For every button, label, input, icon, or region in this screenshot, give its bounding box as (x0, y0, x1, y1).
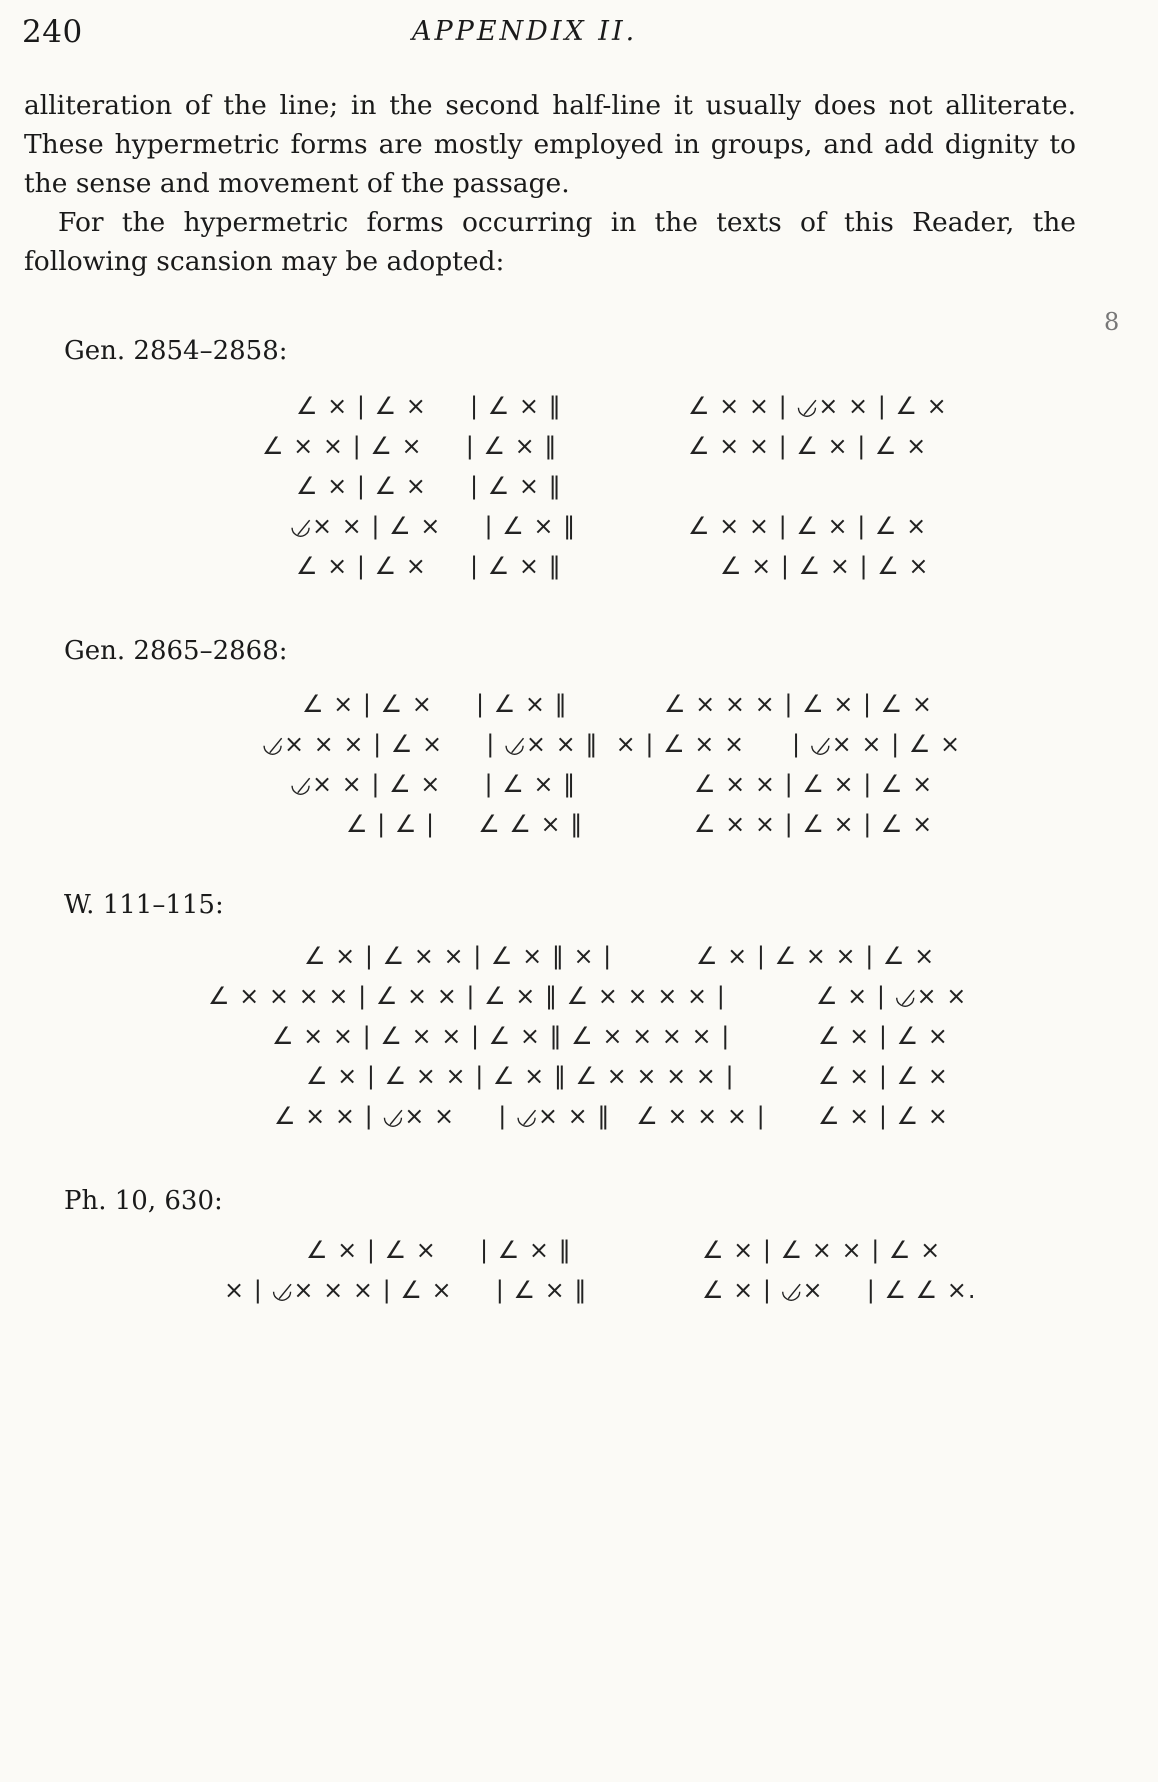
paragraph-2: For the hypermetric forms occurring in the texts of this Reader, the following scansion may be adopted: (24, 207, 1076, 277)
scansion-line: ∠ × | ◡̷× | ∠ ∠ ×. (702, 1276, 977, 1304)
scansion-line: ∠ × | ∠ × | ∠ × ‖ (306, 1236, 572, 1264)
scansion-line: ◡̷× × | ∠ × | ∠ × ‖ (290, 770, 577, 798)
scansion-line: ∠ × | ◡̷× × (816, 982, 968, 1010)
scansion-line: ◡̷× × × | ∠ × | ◡̷× × ‖ × | ∠ × × (262, 730, 746, 758)
scansion-line: ∠ × | ∠ × | ∠ × ‖ (296, 472, 562, 500)
scansion-line: ∠ × | ∠ × | ∠ × ‖ (296, 552, 562, 580)
page-number: 240 (22, 14, 83, 50)
scansion-line: ∠ × | ∠ × × | ∠ × (696, 942, 936, 970)
scansion-line: ∠ × × | ∠ × | ∠ × (688, 432, 928, 460)
scansion-line: ∠ × | ∠ × (818, 1102, 949, 1130)
stray-mark: 8 (1104, 308, 1120, 336)
scansion-line: ∠ × | ∠ × × | ∠ × ‖ ∠ × × × × | (306, 1062, 735, 1090)
scansion-line: ∠ × × | ◡̷× × | ◡̷× × ‖ ∠ × × × | (274, 1102, 766, 1130)
running-head: APPENDIX II. (412, 16, 638, 47)
scansion-line: × | ◡̷× × × | ∠ × | ∠ × ‖ (224, 1276, 588, 1304)
scansion-line: ∠ × × | ∠ × | ∠ × (694, 770, 934, 798)
body-text (24, 86, 1076, 281)
scansion-line: ∠ × × | ∠ × × | ∠ × ‖ ∠ × × × × | (272, 1022, 731, 1050)
section-title-w-111: W. 111–115: (64, 890, 224, 920)
section-title-gen-2865: Gen. 2865–2868: (64, 636, 288, 666)
scansion-line: ∠ × | ∠ × × | ∠ × ‖ × | (304, 942, 613, 970)
scansion-line: ∠ × | ∠ × (818, 1022, 949, 1050)
section-title-gen-2854: Gen. 2854–2858: (64, 336, 288, 366)
page-header (22, 14, 1062, 54)
section-title-ph-10: Ph. 10, 630: (64, 1186, 223, 1216)
scansion-line: ∠ × | ∠ × (818, 1062, 949, 1090)
scansion-line: | ◡̷× × | ∠ × (792, 730, 962, 758)
scansion-line: ∠ × × | ∠ × | ∠ × (688, 512, 928, 540)
scansion-line: ∠ × | ∠ × × | ∠ × (702, 1236, 942, 1264)
scansion-line: ∠ × × | ◡̷× × | ∠ × (688, 392, 948, 420)
scansion-line: ∠ × | ∠ × | ∠ × ‖ (296, 392, 562, 420)
scansion-line: ∠ × × × | ∠ × | ∠ × (664, 690, 933, 718)
scansion-line: ∠ | ∠ | ∠ ∠ × ‖ (346, 810, 584, 838)
scansion-line: ∠ × × | ∠ × | ∠ × ‖ (262, 432, 558, 460)
scansion-line: ∠ × × × × | ∠ × × | ∠ × ‖ ∠ × × × × | (208, 982, 726, 1010)
scansion-line: ∠ × | ∠ × | ∠ × ‖ (302, 690, 568, 718)
scansion-line: ∠ × | ∠ × | ∠ × (720, 552, 930, 580)
scansion-line: ∠ × × | ∠ × | ∠ × (694, 810, 934, 838)
paragraph-1: alliteration of the line; in the second half-line it usually does not alliterate. These hypermetric forms are mostly employed in groups, and add dignity to the sense and movement of the passage. (24, 90, 1076, 199)
scansion-line: ◡̷× × | ∠ × | ∠ × ‖ (290, 512, 577, 540)
